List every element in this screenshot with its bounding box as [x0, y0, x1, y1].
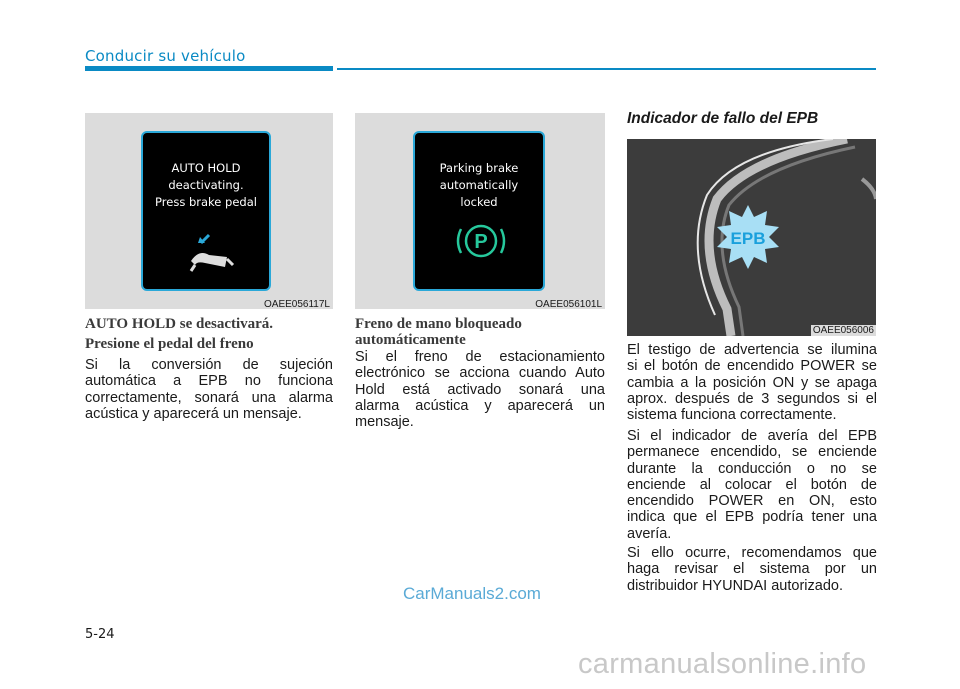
text-line: si el botón de encendido POWER se — [627, 358, 877, 375]
text-line: correctamente, sonará una alarma — [85, 389, 333, 406]
cluster-message: Parking brake automatically locked — [439, 161, 519, 209]
watermark-link[interactable]: CarManuals2.com — [403, 584, 541, 603]
heading-auto-hold: AUTO HOLD se desactivará. — [85, 316, 274, 332]
text-line: cambia a la posición ON y se apaga — [627, 374, 877, 391]
text-line: durante la conducción o no se — [627, 460, 877, 477]
watermark-footer: carmanualsonline.info — [578, 648, 867, 680]
text-line: El testigo de advertencia se ilumina — [627, 342, 877, 358]
text-line: Hold está activado sonará una — [355, 381, 605, 398]
paragraph-epb-2 — [627, 428, 877, 542]
text-line: enciende al colocar el botón de — [627, 476, 877, 493]
paragraph-epb-3 — [627, 545, 877, 594]
epb-text: EPB — [730, 229, 766, 248]
header-rule-thin — [337, 68, 876, 70]
text-line: Si la conversión de sujeción — [85, 357, 333, 373]
header-rule-thick — [85, 66, 333, 71]
paragraph-epb-1 — [627, 342, 877, 423]
text-line: Si el indicador de avería del EPB — [627, 428, 877, 444]
figure-epb-indicator — [627, 139, 876, 336]
text-line: alarma acústica y aparecerá un — [355, 397, 605, 414]
text-line: acústica y aparecerá un mensaje. — [85, 405, 302, 422]
figure-auto-hold — [85, 113, 333, 309]
figure-code: OAEE056117L — [264, 299, 330, 310]
figure-parking-brake — [355, 113, 605, 309]
text-line: avería. — [627, 525, 672, 542]
heading-parking-brake — [355, 316, 522, 348]
text-line: Si ello ocurre, recomendamos que — [627, 545, 877, 561]
text-line: mensaje. — [355, 414, 414, 431]
epb-warning-icon — [713, 203, 783, 273]
cluster-message: AUTO HOLD deactivating. Press brake pedal — [155, 161, 257, 209]
paragraph-parking-brake — [355, 349, 605, 430]
svg-text:P: P — [474, 231, 488, 253]
text-line: indica que el EPB podría tener una — [627, 509, 877, 526]
heading-press-brake: Presione el pedal del freno — [85, 336, 254, 352]
figure-code: OAEE056101L — [535, 299, 602, 310]
text-line: electrónico se acciona cuando Auto — [355, 365, 605, 382]
text-line: distribuidor HYUNDAI autorizado. — [627, 577, 843, 594]
text-line: encendido POWER en ON, esto — [627, 493, 877, 510]
text-line: automática a EPB no funciona — [85, 373, 333, 390]
paragraph-auto-hold — [85, 357, 333, 422]
text-line: aprox. después de 3 segundos si el — [627, 390, 877, 407]
heading-line: Freno de mano bloqueado — [355, 316, 522, 332]
text-line: sistema funciona correctamente. — [627, 407, 837, 424]
section-title: Conducir su vehículo — [85, 47, 246, 65]
text-line: Si el freno de estacionamiento — [355, 349, 605, 365]
text-line: haga revisar el sistema por un — [627, 561, 877, 578]
heading-line: automáticamente — [355, 332, 466, 348]
cluster-display — [413, 131, 545, 291]
brake-pedal-icon — [143, 221, 273, 281]
text-line: permanece encendido, se enciende — [627, 444, 877, 461]
heading-epb-fault: Indicador de fallo del EPB — [627, 110, 819, 127]
figure-code: OAEE056006 — [812, 325, 874, 336]
page-number: 5-24 — [85, 627, 115, 642]
parking-brake-icon — [415, 219, 547, 263]
cluster-display — [141, 131, 271, 291]
